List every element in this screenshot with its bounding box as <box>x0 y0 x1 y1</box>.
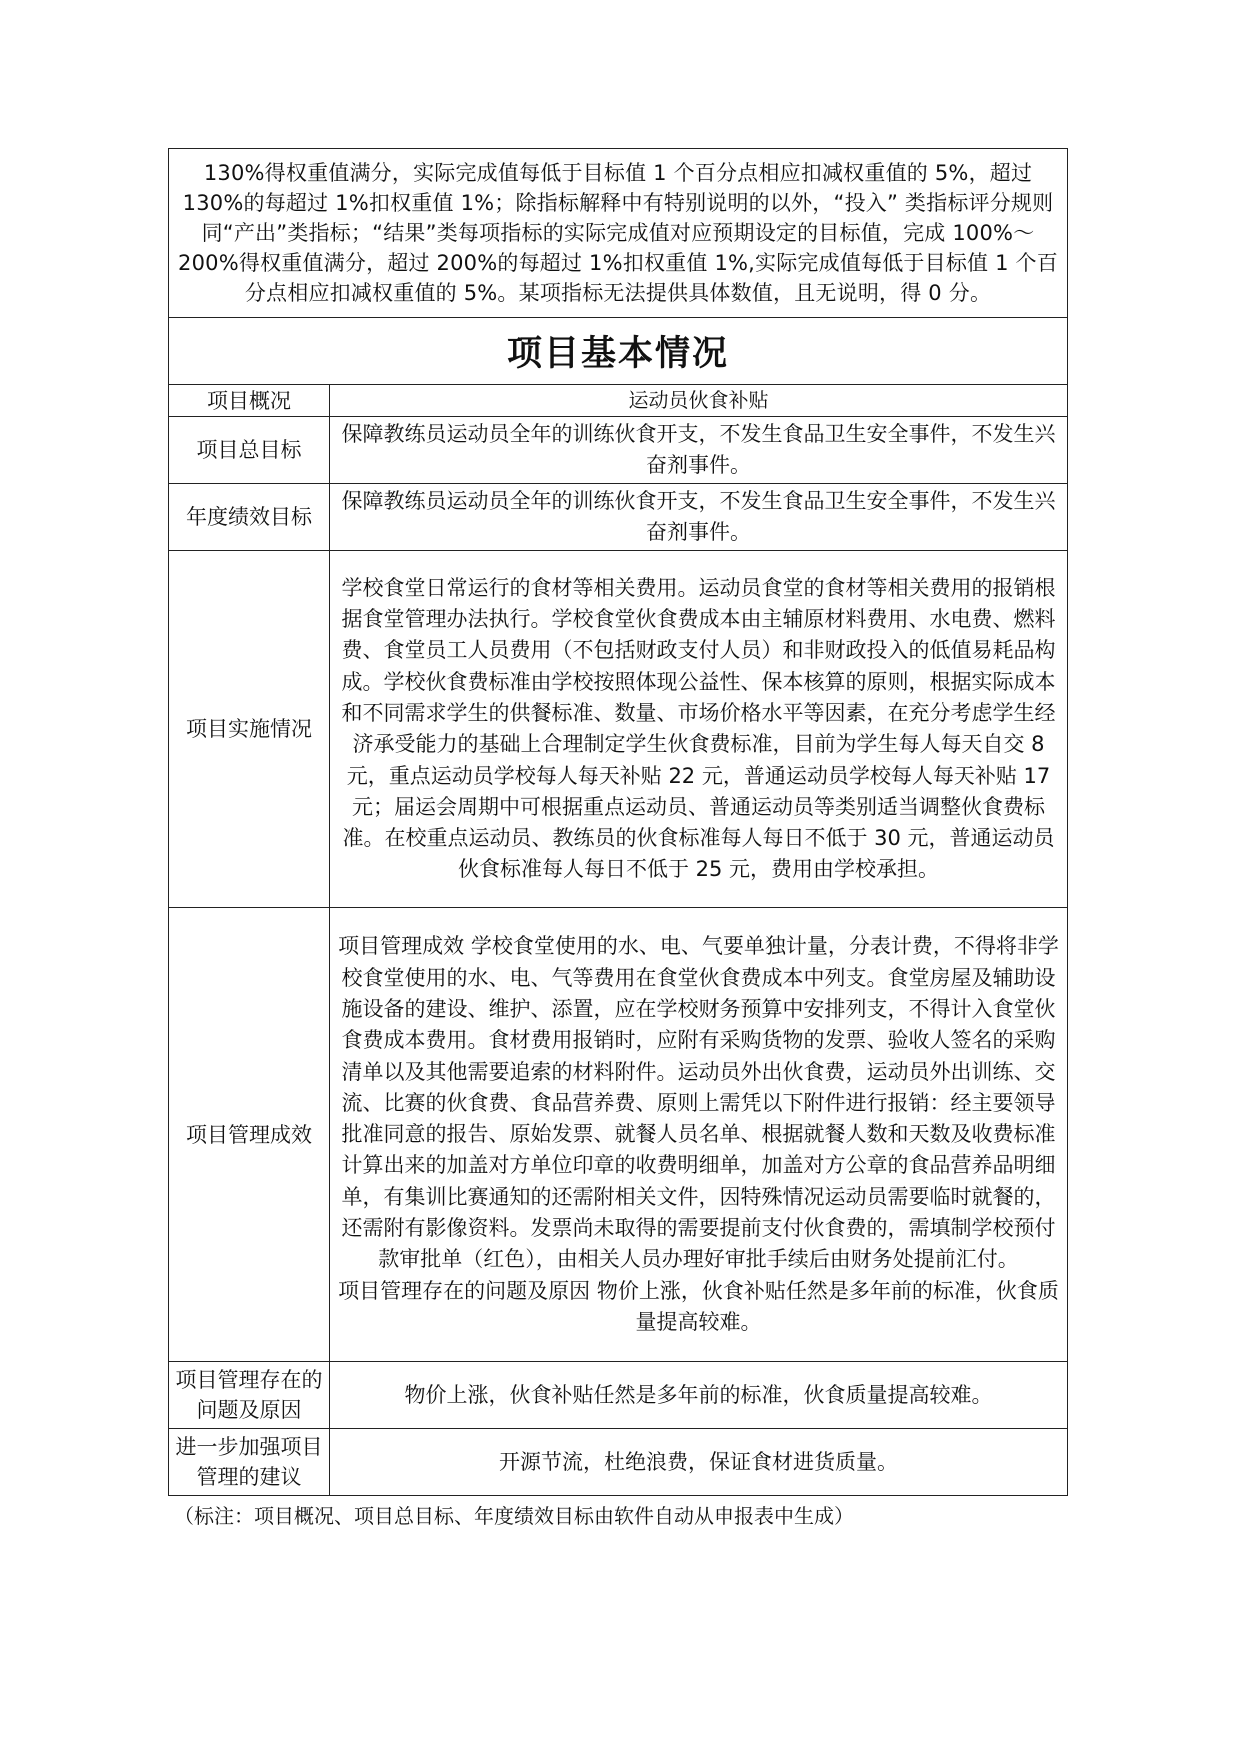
issues-label: 项目管理存在的问题及原因 <box>169 1362 330 1429</box>
annual-goal-label: 年度绩效目标 <box>169 484 330 551</box>
overview-label: 项目概况 <box>169 385 330 417</box>
section-title-row <box>169 318 1068 385</box>
annual-goal-value: 保障教练员运动员全年的训练伙食开支，不发生食品卫生安全事件，不发生兴奋剂事件。 <box>330 484 1068 551</box>
scoring-rules-row <box>169 149 1068 318</box>
section-title: 项目基本情况 <box>169 318 1068 385</box>
table-row-management <box>169 908 1068 1362</box>
table-row-total-goal <box>169 417 1068 484</box>
table-row-implementation <box>169 551 1068 908</box>
implementation-value: 学校食堂日常运行的食材等相关费用。运动员食堂的食材等相关费用的报销根据食堂管理办法执行。学校食堂伙食费成本由主辅原材料费用、水电费、燃料费、食堂员工人员费用（不包括财政支付人员）和非财政投入的低值易耗品构成。学校伙食费标准由学校按照体现公益性、保本核算的原则，根据实际成本和不同需求学生的供餐标准、数量、市场价格水平等因素，在充分考虑学生经济承受能力的基础上合理制定学生伙食费标准，目前为学生每人每天自交 8 元，重点运动员学校每人每天补贴 22 元，普通运动员学校每人每天补贴 17 元；届运会周期中可根据重点运动员、普通运动员等类别适当调整伙食费标准。在校重点运动员、教练员的伙食标准每人每日不低于 30 元，普通运动员伙食标准每人每日不低于 25 元，费用由学校承担。 <box>330 551 1068 908</box>
issues-value: 物价上涨，伙食补贴任然是多年前的标准，伙食质量提高较难。 <box>330 1362 1068 1429</box>
table-row-overview <box>169 385 1068 417</box>
total-goal-value: 保障教练员运动员全年的训练伙食开支，不发生食品卫生安全事件，不发生兴奋剂事件。 <box>330 417 1068 484</box>
management-label: 项目管理成效 <box>169 908 330 1362</box>
project-info-table <box>168 148 1068 1496</box>
table-row-annual-goal <box>169 484 1068 551</box>
scoring-rules-text: 130%得权重值满分，实际完成值每低于目标值 1 个百分点相应扣减权重值的 5%，超过 130%的每超过 1%扣权重值 1%；除指标解释中有特别说明的以外，“投入” 类指标评分规则同“产出”类指标；“结果”类每项指标的实际完成值对应预期设定的目标值，完成 100%～200%得权重值满分，超过 200%的每超过 1%扣权重值 1%,实际完成值每低于目标值 1 个百分点相应扣减权重值的 5%。某项指标无法提供具体数值，且无说明，得 0 分。 <box>169 149 1068 318</box>
management-value <box>330 908 1068 1362</box>
management-extra-text: 项目管理存在的问题及原因 物价上涨，伙食补贴任然是多年前的标准，伙食质量提高较难。 <box>338 1278 1059 1334</box>
report-page <box>168 148 1067 1530</box>
total-goal-label: 项目总目标 <box>169 417 330 484</box>
table-row-issues <box>169 1362 1068 1429</box>
advice-value: 开源节流，杜绝浪费，保证食材进货质量。 <box>330 1429 1068 1496</box>
overview-value: 运动员伙食补贴 <box>330 385 1068 417</box>
table-row-advice <box>169 1429 1068 1496</box>
management-main-text: 项目管理成效 学校食堂使用的水、电、气要单独计量，分表计费，不得将非学校食堂使用的水、电、气等费用在食堂伙食费成本中列支。食堂房屋及辅助设施设备的建设、维护、添置，应在学校财务预算中安排列支，不得计入食堂伙食费成本费用。食材费用报销时，应附有采购货物的发票、验收人签名的采购清单以及其他需要追索的材料附件。运动员外出伙食费，运动员外出训练、交流、比赛的伙食费、食品营养费、原则上需凭以下附件进行报销：经主要领导批准同意的报告、原始发票、就餐人员名单、根据就餐人数和天数及收费标准计算出来的加盖对方单位印章的收费明细单，加盖对方公章的食品营养品明细单，有集训比赛通知的还需附相关文件，因特殊情况运动员需要临时就餐的，还需附有影像资料。发票尚未取得的需要提前支付伙食费的，需填制学校预付款审批单（红色），由相关人员办理好审批手续后由财务处提前汇付。 <box>338 934 1059 1272</box>
advice-label: 进一步加强项目管理的建议 <box>169 1429 330 1496</box>
implementation-label: 项目实施情况 <box>169 551 330 908</box>
footnote: （标注：项目概况、项目总目标、年度绩效目标由软件自动从申报表中生成） <box>174 1504 854 1529</box>
